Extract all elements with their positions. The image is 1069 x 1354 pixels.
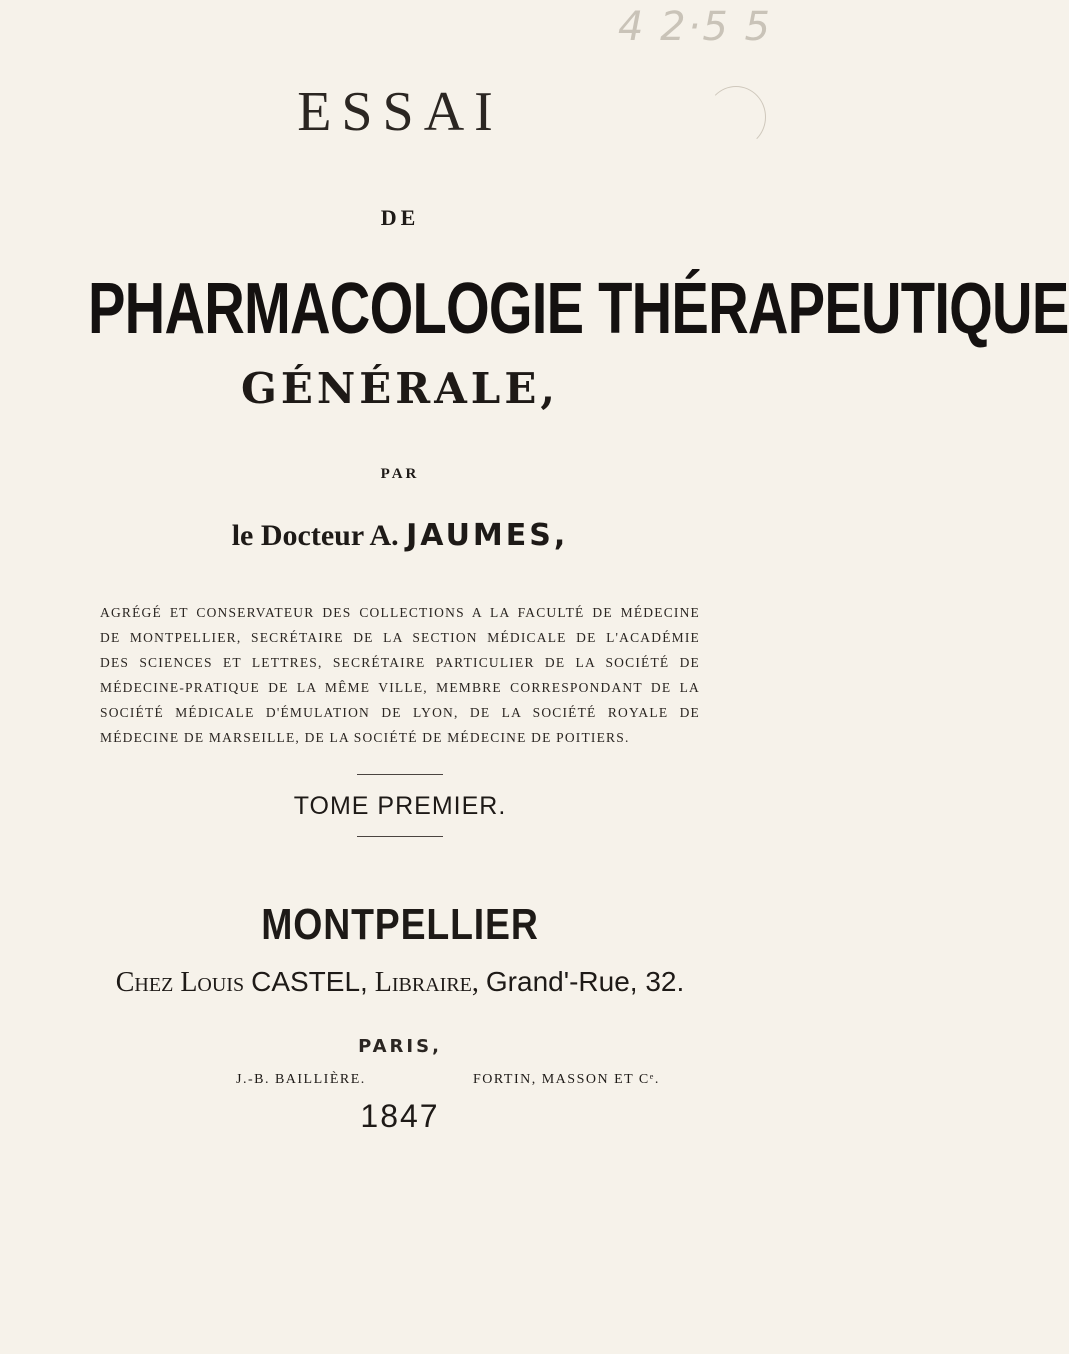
- qualification-line: AGRÉGÉ ET CONSERVATEUR DES COLLECTIONS A LA FACULTÉ DE MÉDECINE: [100, 605, 700, 620]
- publisher-left: J.-B. BAILLIÈRE.: [236, 1072, 366, 1087]
- imprint-city: MONTPELLIER: [261, 900, 539, 949]
- title-essai: ESSAI: [297, 81, 503, 143]
- author-line: [0, 518, 800, 553]
- qualification-line: DES SCIENCES ET LETTRES, SECRÉTAIRE PARTICULIER DE LA SOCIÉTÉ DE: [100, 655, 700, 670]
- author-qualifications: [100, 600, 700, 750]
- imprint-chez: Chez: [115, 967, 174, 998]
- volume-label: TOME PREMIER.: [293, 792, 507, 820]
- qualification-line: SOCIÉTÉ MÉDICALE D'ÉMULATION DE LYON, DE LA SOCIÉTÉ ROYALE DE: [100, 705, 700, 720]
- main-title: PHARMACOLOGIE THÉRAPEUTIQUE: [88, 269, 1069, 349]
- author-prefix: le Docteur A.: [231, 519, 399, 552]
- divider-rule-top: [357, 774, 443, 775]
- subtitle-generale: GÉNÉRALE,: [241, 364, 559, 413]
- imprint-bookseller-first: Louis: [180, 967, 245, 998]
- imprint-paris: PARIS,: [358, 1036, 442, 1057]
- imprint-bookseller-line: [0, 966, 800, 999]
- handwritten-shelf-mark: 4 2·5 5: [618, 4, 772, 50]
- imprint-bookseller-name: CASTEL,: [251, 966, 368, 997]
- publisher-right: FORTIN, MASSON ET Cᵉ.: [473, 1072, 660, 1087]
- divider-rule-bottom: [357, 836, 443, 837]
- qualification-line: DE MONTPELLIER, SECRÉTAIRE DE LA SECTION MÉDICALE DE L'ACADÉMIE: [100, 630, 700, 645]
- imprint-year: 1847: [360, 1098, 440, 1134]
- qualification-line: MÉDECINE-PRATIQUE DE LA MÊME VILLE, MEMBRE CORRESPONDANT DE LA: [100, 680, 700, 695]
- byline-par: PAR: [380, 466, 420, 482]
- imprint-role: Libraire,: [374, 967, 479, 998]
- author-surname: JAUMES,: [406, 518, 569, 553]
- imprint-address: Grand'-Rue, 32.: [485, 966, 685, 997]
- qualification-line: MÉDECINE DE MARSEILLE, DE LA SOCIÉTÉ DE MÉDECINE DE POITIERS.: [100, 730, 630, 745]
- title-de: DE: [380, 205, 420, 230]
